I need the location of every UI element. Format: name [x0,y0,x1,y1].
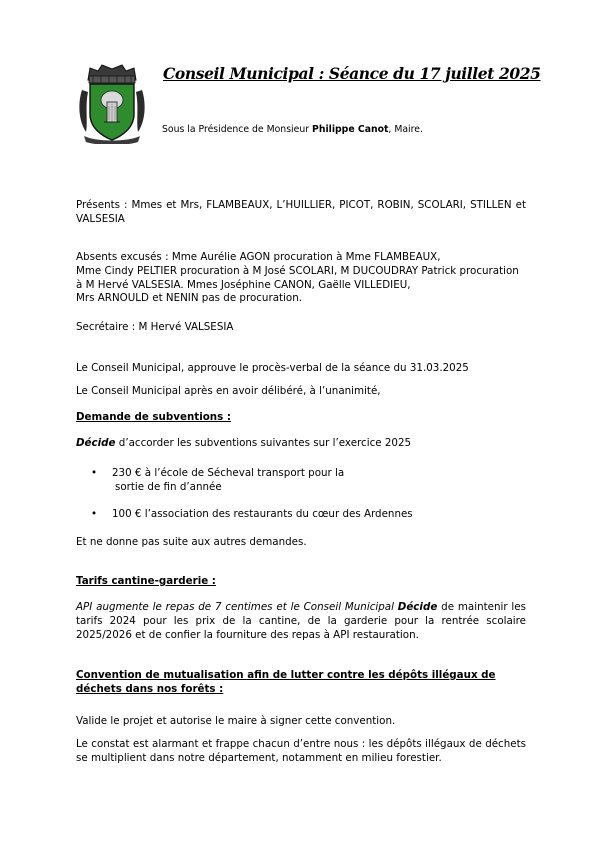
presents-paragraph: Présents : Mmes et Mrs, FLAMBEAUX, L’HUILLIER, PICOT, ROBIN, SCOLARI, STILLEN et VALSESIA [76,199,526,225]
subvention-item-line: sortie de fin d’année [115,480,222,493]
subvention-item [112,467,412,494]
page-title: Conseil Municipal : Séance du 17 juillet 2025 [163,64,541,83]
subvention-item-line: 230 € à l’école de Sécheval transport pour la [112,467,345,479]
tarifs-heading: Tarifs cantine-garderie : [76,575,216,587]
absents-line: Absents excusés : Mme Aurélie AGON procuration à Mme FLAMBEAUX, [76,251,441,263]
tarifs-text: de maintenir les tarifs 2024 pour les prix de la cantine, de la garderie pour la rentrée scolaire 2025/2026 et de confier la fourniture des repas à API restauration. [76,601,526,641]
subventions-intro-text: d’accorder les subventions suivantes sur l’exercice 2025 [115,437,412,449]
tarifs-paragraph [76,601,526,642]
subventions-closing: Et ne donne pas suite aux autres demandes. [76,536,307,548]
convention-heading: Convention de mutualisation afin de lutter contre les dépôts illégaux de déchets dans nos forêts : [76,669,496,695]
decide-word: Décide [76,437,116,449]
subventions-heading: Demande de subventions : [76,411,231,423]
decide-word: Décide [397,601,438,613]
absents-line: Mme Cindy PELTIER procuration à M José SCOLARI, M DUCOUDRAY Patrick procuration [76,264,519,277]
absents-paragraph [76,251,536,306]
convention-constat: Le constat est alarmant et frappe chacun d’entre nous : les dépôts illégaux de déchets se multiplient dans notre département, notamment en milieu forestier. [76,738,526,764]
subventions-intro [76,437,526,451]
president-name: Philippe Canot [312,124,389,135]
convention-validation: Valide le projet et autorise le maire à signer cette convention. [76,715,396,727]
municipal-crest-icon [76,62,148,144]
bullet-icon: • [91,508,98,520]
subvention-item: 100 € l’association des restaurants du cœur des Ardennes [112,508,413,520]
presidence-prefix: Sous la Présidence de Monsieur [162,124,313,135]
presidence-suffix: , Maire. [388,124,423,135]
presidence-line [162,124,423,135]
bullet-icon: • [91,467,98,479]
unanimity-line: Le Conseil Municipal après en avoir délibéré, à l’unanimité, [76,385,381,397]
secretaire-line: Secrétaire : M Hervé VALSESIA [76,321,234,333]
absents-line: Mrs ARNOULD et NENIN pas de procuration. [76,292,303,305]
absents-line: à M Hervé VALSESIA. Mmes Joséphine CANON, Gaëlle VILLEDIEU, [76,278,411,291]
tarifs-italic-text: API augmente le repas de 7 centimes et le Conseil Municipal [76,601,398,613]
approval-line: Le Conseil Municipal, approuve le procès-verbal de la séance du 31.03.2025 [76,362,469,374]
